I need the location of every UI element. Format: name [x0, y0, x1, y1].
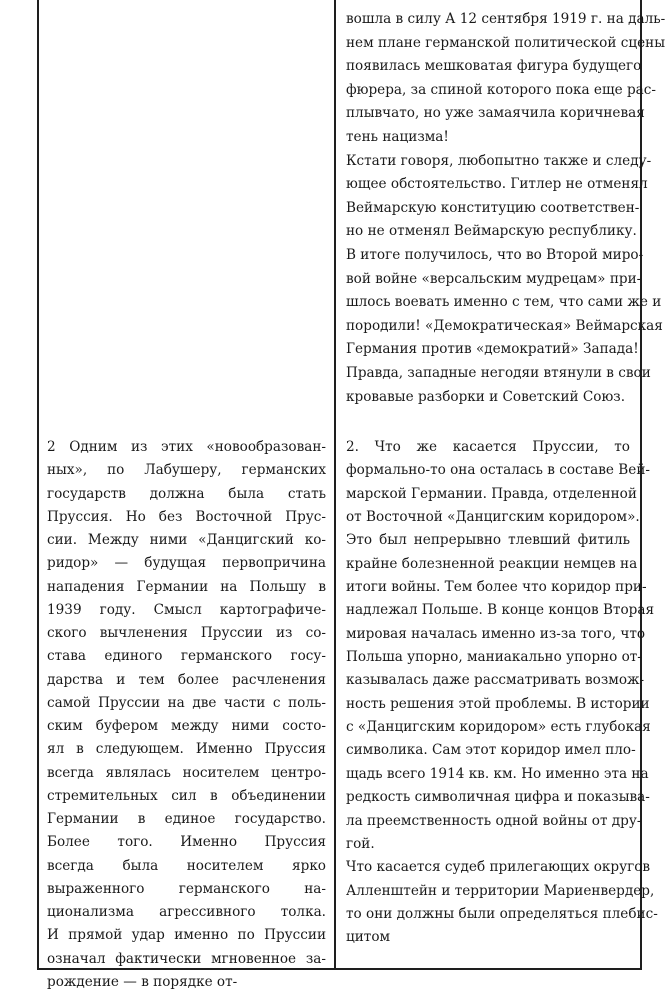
text-line: става единого германского госу-	[47, 648, 326, 665]
text-line: ность решения этой проблемы. В истории	[346, 695, 650, 712]
text-line: ским буфером между ними состо-	[47, 718, 326, 734]
text-line: кровавые разборки и Советский Союз.	[346, 388, 626, 405]
text-line: плывчато, но уже замаячила коричневая	[346, 105, 645, 122]
cell-top-left-empty	[39, 0, 334, 430]
text-line: ционализма агрессивного толка.	[47, 904, 326, 920]
text-line: рождение — в порядке от-	[47, 973, 238, 990]
text-line: цитом	[346, 929, 391, 946]
text-line: ла преемственность одной войны от дру-	[346, 812, 642, 829]
text-line: марской Германии. Правда, отделенной	[346, 485, 637, 502]
text-line: ридор» — будущая первопричина	[47, 555, 326, 572]
text-line: ского вычленения Пруссии из со-	[47, 625, 326, 641]
text-line: появилась мешковатая фигура будущего	[346, 58, 642, 75]
text-line: итоги войны. Тем более что коридор при-	[346, 579, 647, 596]
text-line: шлось воевать именно с тем, что сами же и	[346, 294, 662, 311]
text-line: тень нацизма!	[346, 128, 449, 145]
text-line: Более того. Именно Пруссия	[47, 834, 326, 851]
text-line: крайне болезненной реакции немцев на	[346, 555, 638, 572]
text-line: стремительных сил в объединении	[47, 787, 326, 804]
text-line: 2. Что же касается Пруссии, то	[346, 439, 630, 455]
text-line: символика. Сам этот коридор имел пло-	[346, 742, 636, 759]
text-line: вошла в силу А 12 сентября 1919 г. на даль-	[346, 11, 665, 27]
text-line: но не отменял Веймарскую республику.	[346, 223, 637, 240]
text-line: сии. Между ними «Данцигский ко-	[47, 532, 326, 548]
text-line: щадь всего 1914 кв. км. Но именно эта на	[346, 765, 649, 782]
text-line: Что касается судеб прилегающих округов	[346, 859, 651, 876]
text-line: Германия против «демократий» Запада!	[346, 341, 639, 358]
text-line: Кстати говоря, любопытно также и следу-	[346, 152, 652, 169]
text-line: Пруссия. Но без Восточной Прус-	[47, 508, 326, 525]
text-line: государств должна была стать	[47, 485, 326, 502]
text-line: ных», по Лабушеру, германских	[47, 462, 326, 479]
cell-bottom-right-commentary	[336, 430, 658, 968]
text-line: формально-то она осталась в составе Вей-	[346, 462, 650, 479]
text-line: Веймарскую конституцию соответствен-	[346, 199, 640, 216]
cell-bottom-left-footnote	[39, 430, 334, 990]
text-line: Германии в единое государство.	[47, 811, 326, 827]
text-line: вой войне «версальским мудрецам» при-	[346, 270, 642, 287]
two-column-table	[37, 0, 665, 990]
text-line: редкость символичная цифра и показыва-	[346, 789, 650, 806]
text-line: всегда являлась носителем центро-	[47, 764, 326, 781]
text-line: гой.	[346, 835, 375, 852]
text-line: казывалась даже рассматривать возмож-	[346, 672, 645, 689]
text-line: нападения Германии на Польшу в	[47, 578, 326, 595]
text-line: 2 Одним из этих «новообразован-	[47, 439, 326, 455]
cell-top-right-text	[336, 0, 665, 430]
text-line: Польша упорно, маниакально упорно от-	[346, 649, 642, 666]
text-line: дарства и тем более расчленения	[47, 671, 326, 688]
text-line: означал фактически мгновенное за-	[47, 950, 326, 967]
text-line: выраженного германского на-	[47, 880, 326, 897]
text-line: самой Пруссии на две части с поль-	[47, 694, 326, 711]
text-line: ял в следующем. Именно Пруссия	[47, 741, 326, 758]
text-line: породили! «Демократическая» Веймарская	[346, 317, 663, 334]
text-line: нем плане германской политической сцены	[346, 34, 665, 51]
text-line: фюрера, за спиной которого пока еще рас-	[346, 81, 656, 98]
text-line: Алленштейн и территории Мариенвердер,	[346, 882, 655, 899]
text-line: Это был непрерывно тлевший фитиль	[346, 532, 630, 549]
text-line: ющее обстоятельство. Гитлер не отменял	[346, 176, 648, 193]
text-line: мировая началась именно из-за того, что	[346, 625, 646, 642]
text-line: Правда, западные негодяи втянули в свои	[346, 364, 651, 381]
text-line: то они должны были определяться плебис-	[346, 905, 658, 922]
text-line: надлежал Польше. В конце концов Вторая	[346, 602, 655, 619]
text-line: с «Данцигским коридором» есть глубокая	[346, 719, 651, 736]
text-line: от Восточной «Данцигским коридором».	[346, 509, 640, 526]
text-line: 1939 году. Смысл картографиче-	[47, 601, 326, 618]
text-line: всегда была носителем ярко	[47, 857, 326, 874]
text-line: В итоге получилось, что во Второй миро-	[346, 246, 644, 263]
text-line: И прямой удар именно по Пруссии	[47, 927, 326, 944]
